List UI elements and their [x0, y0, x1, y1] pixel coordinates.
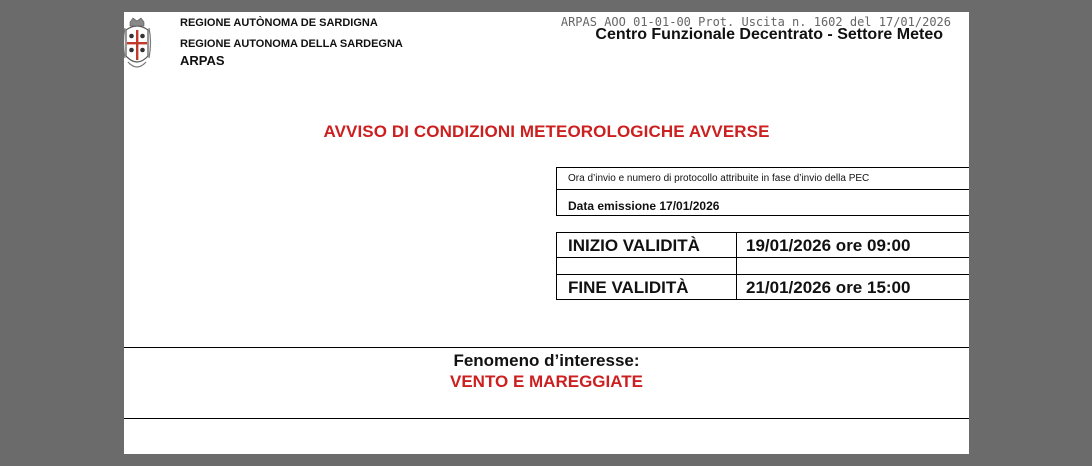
protocol-stamp: ARPAS AOO 01-01-00 Prot. Uscita n. 1602 del 17/01/2026	[560, 15, 951, 29]
sardinia-coat-of-arms-icon	[124, 16, 152, 74]
document-page	[124, 12, 969, 454]
emission-date: Data emissione 17/01/2026	[568, 199, 720, 213]
validity-end-value: 21/01/2026 ore 15:00	[746, 278, 911, 297]
org-name-sardinian: REGIONE AUTÒNOMA DE SARDIGNA	[180, 17, 378, 29]
validity-start-label: INIZIO VALIDITÀ	[568, 236, 700, 255]
org-acronym: ARPAS	[180, 53, 225, 68]
org-name-italian: REGIONE AUTONOMA DELLA SARDEGNA	[180, 38, 403, 50]
centre-name: Centro Funzionale Decentrato - Settore Meteo	[595, 26, 943, 43]
validity-start-value: 19/01/2026 ore 09:00	[746, 236, 911, 255]
notice-title: AVVISO DI CONDIZIONI METEOROLOGICHE AVVERSE	[323, 122, 770, 141]
section-divider-bottom	[124, 418, 969, 419]
pec-note: Ora d’invio e numero di protocollo attribuite in fase d’invio della PEC	[568, 173, 870, 184]
phenomenon-label: Fenomeno d’interesse:	[453, 351, 640, 370]
section-divider-top	[124, 347, 969, 348]
phenomenon-value: VENTO E MAREGGIATE	[449, 372, 643, 391]
validity-end-label: FINE VALIDITÀ	[568, 278, 689, 297]
